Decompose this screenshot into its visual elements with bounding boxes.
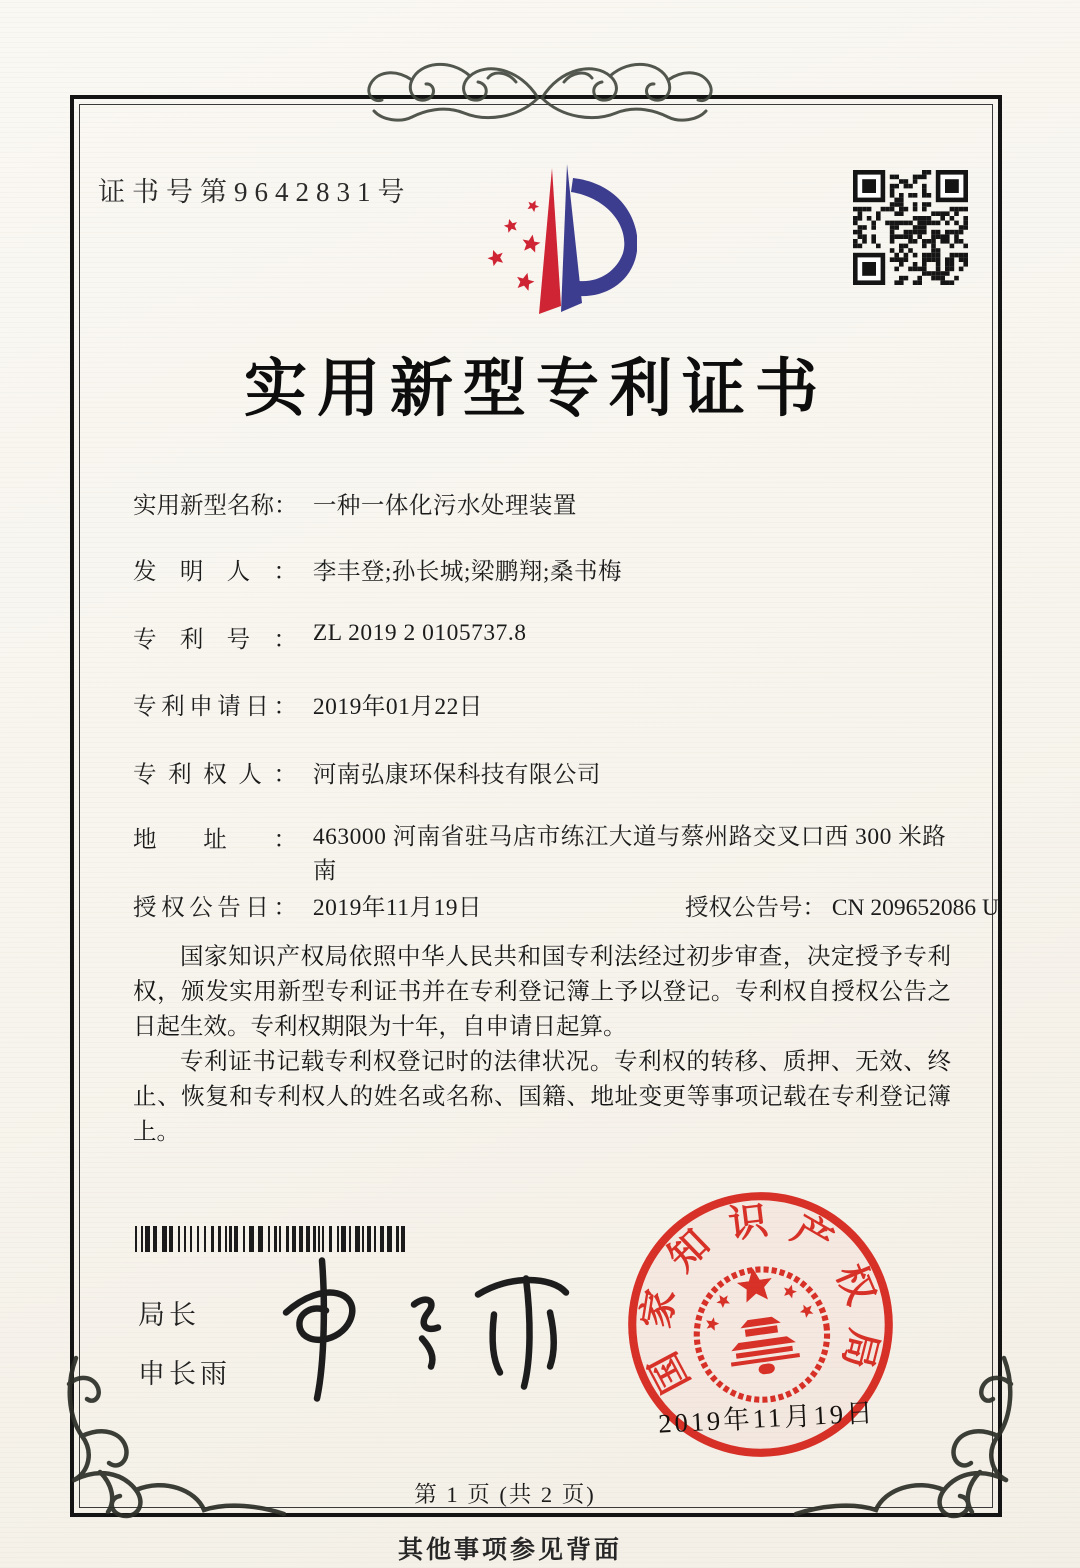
field-label: 专利申请日：: [133, 694, 297, 720]
field-row-inventors: [133, 552, 622, 586]
svg-text:国: 国: [642, 1345, 699, 1400]
field-value: 463000 河南省驻马店市练江大道与蔡州路交叉口西 300 米路南: [312, 824, 947, 885]
svg-text:局: 局: [834, 1324, 885, 1373]
field-row-patentee: [133, 755, 601, 789]
grant-date: 2019年11月19日: [312, 895, 483, 921]
field-label: 专利号：: [133, 627, 297, 653]
field-label: 地址：: [133, 827, 297, 853]
svg-text:权: 权: [827, 1258, 882, 1311]
cnipa-logo-icon: [449, 156, 637, 328]
svg-text:产: 产: [784, 1208, 840, 1264]
field-label: 授权公告日：: [133, 895, 297, 921]
legal-text: [133, 940, 951, 1150]
field-value: 2019年01月22日: [312, 694, 483, 720]
field-label: 专利权人：: [133, 762, 297, 788]
qr-code: [853, 170, 968, 285]
field-label: 实用新型名称：: [133, 493, 298, 519]
svg-text:知: 知: [661, 1222, 719, 1280]
director-signature-icon: [262, 1246, 582, 1411]
certificate-number: 证书号第9642831号: [98, 177, 412, 207]
official-seal: [600, 1164, 922, 1486]
back-side-note: 其他事项参见背面: [397, 1537, 622, 1564]
field-row-filing-date: [133, 687, 483, 721]
field-row-address: [133, 820, 953, 888]
field-value: 河南弘康环保科技有限公司: [312, 762, 601, 788]
legal-paragraph-1: 国家知识产权局依照中华人民共和国专利法经过初步审查，决定授予专利权，颁发实用新型专利证书并在专利登记簿上予以登记。专利权自授权公告之日起生效。专利权期限为十年，自申请日起算。: [133, 944, 951, 1040]
seal-date: 2019年11月19日: [657, 1397, 877, 1439]
grant-number: CN 209652086 U: [831, 895, 999, 921]
svg-text:识: 识: [726, 1200, 771, 1247]
svg-text:家: 家: [635, 1286, 684, 1332]
field-row-grant: [133, 888, 999, 922]
field-value: 一种一体化污水处理装置: [312, 493, 577, 519]
director-title: 局长: [138, 1300, 200, 1330]
legal-paragraph-2: 专利证书记载专利权登记时的法律状况。专利权的转移、质押、无效、终止、恢复和专利权人的姓名或名称、国籍、地址变更等事项记载在专利登记簿上。: [133, 1049, 951, 1145]
page-number: 第 1 页 (共 2 页): [414, 1482, 596, 1507]
field-label: 授权公告号：: [685, 895, 826, 921]
field-label: 发明人：: [133, 559, 297, 585]
page-title: 实用新型专利证书: [244, 354, 828, 424]
field-row-name: [133, 486, 577, 520]
field-row-patent-number: [133, 620, 526, 654]
field-value: 李丰登;孙长城;梁鹏翔;桑书梅: [312, 559, 622, 585]
field-value: ZL 2019 2 0105737.8: [312, 620, 527, 646]
grant-number-group: [685, 888, 999, 922]
top-border-ornament-icon: [366, 52, 714, 138]
director-name: 申长雨: [138, 1359, 231, 1389]
